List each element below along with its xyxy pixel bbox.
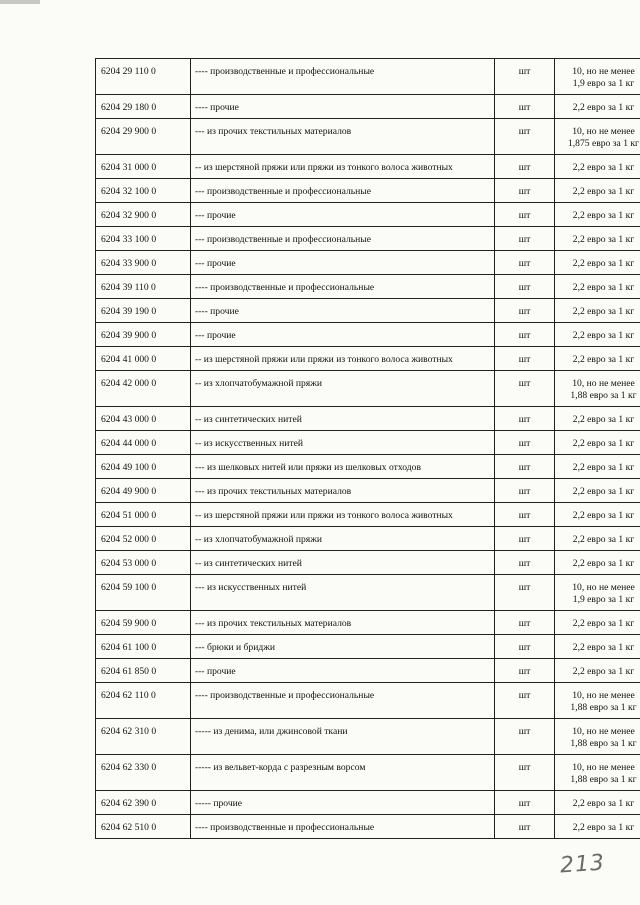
duty-rate-line-1: 10, но не менее	[572, 378, 635, 389]
description-cell: --- прочие	[191, 203, 495, 227]
duty-rate-line-1: 2,2 евро за 1 кг	[572, 534, 635, 545]
duty-rate-cell	[555, 815, 640, 839]
description-cell: -- из шерстяной пряжи или пряжи из тонкого волоса животных	[191, 503, 495, 527]
duty-rate-cell	[555, 59, 640, 95]
description-cell: -- из хлопчатобумажной пряжи	[191, 371, 495, 407]
duty-rate-cell	[555, 323, 640, 347]
description-cell: ---- производственные и профессиональные	[191, 815, 495, 839]
unit-cell: шт	[495, 719, 555, 755]
unit-cell: шт	[495, 551, 555, 575]
table-row	[96, 719, 640, 755]
table-row	[96, 635, 640, 659]
table-row	[96, 503, 640, 527]
commodity-code-cell: 6204 62 330 0	[96, 755, 191, 791]
duty-rate-line-1: 10, но не менее	[572, 582, 635, 593]
table-row	[96, 683, 640, 719]
table-row	[96, 371, 640, 407]
duty-rate-cell	[555, 299, 640, 323]
duty-rate-line-1: 2,2 евро за 1 кг	[572, 462, 635, 473]
unit-cell: шт	[495, 431, 555, 455]
unit-cell: шт	[495, 407, 555, 431]
description-cell: --- из прочих текстильных материалов	[191, 479, 495, 503]
duty-rate-line-1: 2,2 евро за 1 кг	[572, 330, 635, 341]
description-cell: -- из хлопчатобумажной пряжи	[191, 527, 495, 551]
table-row	[96, 251, 640, 275]
duty-rate-cell	[555, 347, 640, 371]
table-row	[96, 347, 640, 371]
description-cell: --- из искусственных нитей	[191, 575, 495, 611]
tariff-table	[95, 58, 640, 839]
description-cell: -- из шерстяной пряжи или пряжи из тонкого волоса животных	[191, 155, 495, 179]
table-row	[96, 119, 640, 155]
description-cell: --- из прочих текстильных материалов	[191, 611, 495, 635]
commodity-code-cell: 6204 29 110 0	[96, 59, 191, 95]
duty-rate-cell	[555, 155, 640, 179]
commodity-code-cell: 6204 61 100 0	[96, 635, 191, 659]
commodity-code-cell: 6204 41 000 0	[96, 347, 191, 371]
duty-rate-line-1: 2,2 евро за 1 кг	[572, 306, 635, 317]
commodity-code-cell: 6204 39 900 0	[96, 323, 191, 347]
commodity-code-cell: 6204 61 850 0	[96, 659, 191, 683]
duty-rate-line-1: 2,2 евро за 1 кг	[572, 438, 635, 449]
commodity-code-cell: 6204 44 000 0	[96, 431, 191, 455]
commodity-code-cell: 6204 43 000 0	[96, 407, 191, 431]
duty-rate-line-1: 2,2 евро за 1 кг	[572, 162, 635, 173]
table-row	[96, 455, 640, 479]
description-cell: --- производственные и профессиональные	[191, 227, 495, 251]
description-cell: -- из синтетических нитей	[191, 407, 495, 431]
duty-rate-cell	[555, 455, 640, 479]
duty-rate-line-1: 2,2 евро за 1 кг	[572, 642, 635, 653]
table-row	[96, 791, 640, 815]
table-row	[96, 611, 640, 635]
table-row	[96, 203, 640, 227]
commodity-code-cell: 6204 33 100 0	[96, 227, 191, 251]
table-row	[96, 815, 640, 839]
commodity-code-cell: 6204 59 900 0	[96, 611, 191, 635]
unit-cell: шт	[495, 227, 555, 251]
commodity-code-cell: 6204 49 100 0	[96, 455, 191, 479]
duty-rate-line-1: 2,2 евро за 1 кг	[572, 558, 635, 569]
commodity-code-cell: 6204 49 900 0	[96, 479, 191, 503]
unit-cell: шт	[495, 479, 555, 503]
duty-rate-line-1: 2,2 евро за 1 кг	[572, 510, 635, 521]
description-cell: --- из шелковых нитей или пряжи из шелковых отходов	[191, 455, 495, 479]
description-cell: --- прочие	[191, 251, 495, 275]
unit-cell: шт	[495, 95, 555, 119]
commodity-code-cell: 6204 62 390 0	[96, 791, 191, 815]
duty-rate-line-1: 10, но не менее	[572, 726, 635, 737]
table-row	[96, 299, 640, 323]
description-cell: -- из синтетических нитей	[191, 551, 495, 575]
duty-rate-cell	[555, 95, 640, 119]
unit-cell: шт	[495, 323, 555, 347]
unit-cell: шт	[495, 119, 555, 155]
table-row	[96, 407, 640, 431]
unit-cell: шт	[495, 155, 555, 179]
description-cell: -- из шерстяной пряжи или пряжи из тонкого волоса животных	[191, 347, 495, 371]
duty-rate-line-1: 2,2 евро за 1 кг	[572, 282, 635, 293]
duty-rate-line-2: 1,9 евро за 1 кг	[572, 78, 635, 89]
commodity-code-cell: 6204 51 000 0	[96, 503, 191, 527]
duty-rate-cell	[555, 527, 640, 551]
commodity-code-cell: 6204 31 000 0	[96, 155, 191, 179]
duty-rate-line-2: 1,88 евро за 1 кг	[570, 738, 637, 749]
commodity-code-cell: 6204 42 000 0	[96, 371, 191, 407]
description-cell: --- из прочих текстильных материалов	[191, 119, 495, 155]
duty-rate-cell	[555, 659, 640, 683]
unit-cell: шт	[495, 203, 555, 227]
duty-rate-cell	[555, 431, 640, 455]
unit-cell: шт	[495, 347, 555, 371]
description-cell: ----- прочие	[191, 791, 495, 815]
commodity-code-cell: 6204 33 900 0	[96, 251, 191, 275]
duty-rate-cell	[555, 227, 640, 251]
table-row	[96, 227, 640, 251]
description-cell: ---- прочие	[191, 299, 495, 323]
handwritten-page-number: 213	[559, 850, 606, 879]
unit-cell: шт	[495, 611, 555, 635]
table-row	[96, 179, 640, 203]
unit-cell: шт	[495, 683, 555, 719]
table-row	[96, 575, 640, 611]
duty-rate-line-2: 1,88 евро за 1 кг	[570, 390, 637, 401]
unit-cell: шт	[495, 527, 555, 551]
unit-cell: шт	[495, 455, 555, 479]
duty-rate-cell	[555, 503, 640, 527]
table-row	[96, 275, 640, 299]
unit-cell: шт	[495, 275, 555, 299]
duty-rate-cell	[555, 791, 640, 815]
commodity-code-cell: 6204 39 110 0	[96, 275, 191, 299]
unit-cell: шт	[495, 179, 555, 203]
duty-rate-cell	[555, 179, 640, 203]
unit-cell: шт	[495, 659, 555, 683]
commodity-code-cell: 6204 59 100 0	[96, 575, 191, 611]
duty-rate-line-1: 10, но не менее	[572, 762, 635, 773]
description-cell: -- из искусственных нитей	[191, 431, 495, 455]
duty-rate-line-1: 2,2 евро за 1 кг	[572, 822, 635, 833]
description-cell: ----- из денима, или джинсовой ткани	[191, 719, 495, 755]
duty-rate-line-2: 1,88 евро за 1 кг	[570, 702, 637, 713]
duty-rate-line-2: 1,88 евро за 1 кг	[570, 774, 637, 785]
unit-cell: шт	[495, 371, 555, 407]
duty-rate-cell	[555, 611, 640, 635]
commodity-code-cell: 6204 29 180 0	[96, 95, 191, 119]
duty-rate-line-1: 2,2 евро за 1 кг	[572, 666, 635, 677]
scan-artifact	[0, 0, 40, 4]
duty-rate-cell	[555, 479, 640, 503]
duty-rate-cell	[555, 371, 640, 407]
duty-rate-line-1: 10, но не менее	[572, 66, 635, 77]
commodity-code-cell: 6204 53 000 0	[96, 551, 191, 575]
duty-rate-cell	[555, 203, 640, 227]
description-cell: ---- прочие	[191, 95, 495, 119]
description-cell: --- прочие	[191, 323, 495, 347]
duty-rate-line-2: 1,875 евро за 1 кг	[567, 138, 639, 149]
table-row	[96, 755, 640, 791]
duty-rate-line-1: 10, но не менее	[572, 690, 635, 701]
description-cell: --- производственные и профессиональные	[191, 179, 495, 203]
table-row	[96, 95, 640, 119]
duty-rate-line-1: 2,2 евро за 1 кг	[572, 102, 635, 113]
table-row	[96, 551, 640, 575]
commodity-code-cell: 6204 52 000 0	[96, 527, 191, 551]
duty-rate-cell	[555, 635, 640, 659]
duty-rate-cell	[555, 755, 640, 791]
duty-rate-line-1: 2,2 евро за 1 кг	[572, 258, 635, 269]
duty-rate-line-1: 2,2 евро за 1 кг	[572, 186, 635, 197]
duty-rate-line-1: 2,2 евро за 1 кг	[572, 414, 635, 425]
unit-cell: шт	[495, 299, 555, 323]
duty-rate-line-1: 2,2 евро за 1 кг	[572, 234, 635, 245]
table-row	[96, 527, 640, 551]
commodity-code-cell: 6204 62 310 0	[96, 719, 191, 755]
duty-rate-line-1: 2,2 евро за 1 кг	[572, 210, 635, 221]
description-cell: --- брюки и бриджи	[191, 635, 495, 659]
duty-rate-cell	[555, 575, 640, 611]
commodity-code-cell: 6204 39 190 0	[96, 299, 191, 323]
description-cell: ---- производственные и профессиональные	[191, 683, 495, 719]
duty-rate-cell	[555, 551, 640, 575]
commodity-code-cell: 6204 62 110 0	[96, 683, 191, 719]
duty-rate-line-1: 2,2 евро за 1 кг	[572, 354, 635, 365]
duty-rate-cell	[555, 119, 640, 155]
unit-cell: шт	[495, 755, 555, 791]
tariff-table-body	[96, 59, 640, 839]
duty-rate-cell	[555, 683, 640, 719]
description-cell: ----- из вельвет-корда с разрезным ворсом	[191, 755, 495, 791]
duty-rate-line-2: 1,9 евро за 1 кг	[572, 594, 635, 605]
table-row	[96, 323, 640, 347]
commodity-code-cell: 6204 32 900 0	[96, 203, 191, 227]
commodity-code-cell: 6204 62 510 0	[96, 815, 191, 839]
duty-rate-cell	[555, 719, 640, 755]
description-cell: ---- производственные и профессиональные	[191, 275, 495, 299]
duty-rate-line-1: 10, но не менее	[572, 126, 635, 137]
duty-rate-cell	[555, 275, 640, 299]
table-row	[96, 431, 640, 455]
description-cell: --- прочие	[191, 659, 495, 683]
unit-cell: шт	[495, 635, 555, 659]
unit-cell: шт	[495, 251, 555, 275]
commodity-code-cell: 6204 32 100 0	[96, 179, 191, 203]
table-row	[96, 659, 640, 683]
table-row	[96, 155, 640, 179]
unit-cell: шт	[495, 575, 555, 611]
table-row	[96, 479, 640, 503]
description-cell: ---- производственные и профессиональные	[191, 59, 495, 95]
unit-cell: шт	[495, 791, 555, 815]
unit-cell: шт	[495, 815, 555, 839]
table-row	[96, 59, 640, 95]
duty-rate-cell	[555, 407, 640, 431]
duty-rate-line-1: 2,2 евро за 1 кг	[572, 618, 635, 629]
unit-cell: шт	[495, 503, 555, 527]
duty-rate-line-1: 2,2 евро за 1 кг	[572, 798, 635, 809]
duty-rate-line-1: 2,2 евро за 1 кг	[572, 486, 635, 497]
commodity-code-cell: 6204 29 900 0	[96, 119, 191, 155]
unit-cell: шт	[495, 59, 555, 95]
duty-rate-cell	[555, 251, 640, 275]
